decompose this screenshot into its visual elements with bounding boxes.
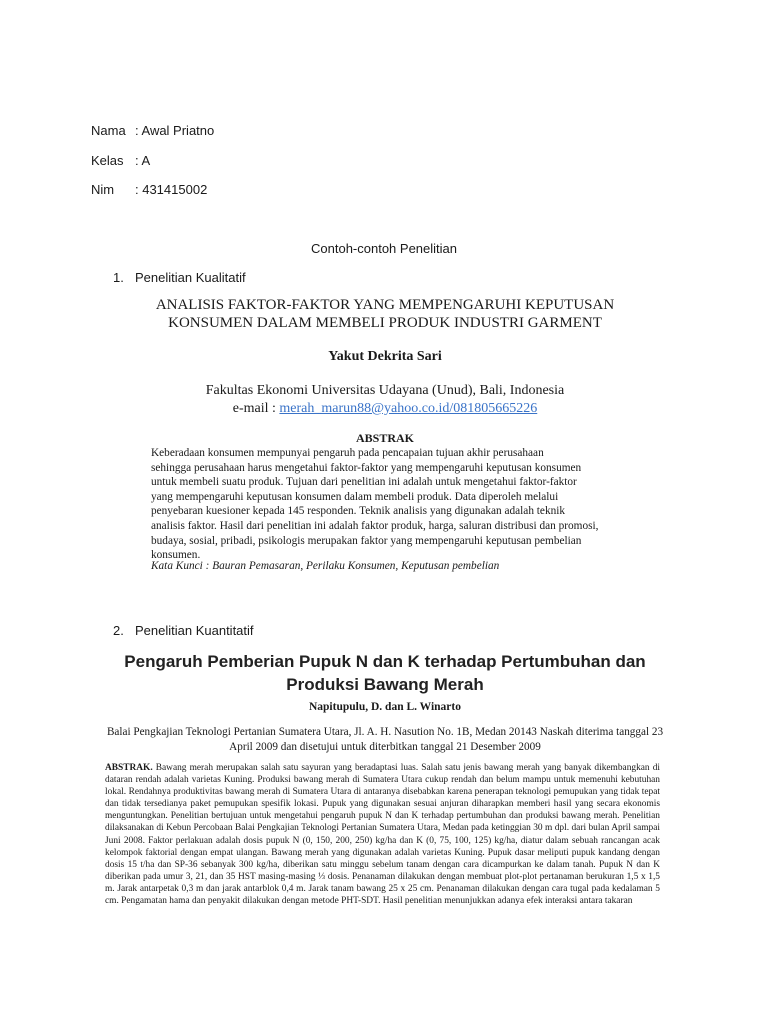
paper1-abstract-line: sehingga perusahaan harus mengetahui faktor-faktor yang mempengaruhi keputusan konsumen — [151, 461, 582, 474]
paper1-abstract-line: yang mempengaruhi keputusan konsumen dalam membeli produk. Data diperoleh melalui — [151, 490, 559, 503]
paper2-abstract-label: ABSTRAK. — [105, 763, 153, 773]
paper1-abstract-heading: ABSTRAK — [355, 431, 414, 445]
paper1-keywords: Kata Kunci : Bauran Pemasaran, Perilaku Konsumen, Keputusan pembelian — [151, 560, 500, 572]
paper1-title — [110, 296, 660, 332]
paper2-abstract — [105, 762, 660, 907]
nim-label: Nim — [91, 182, 115, 197]
paper1-abstract-line: analisis faktor. Hasil dari penelitian ini adalah faktor produk, harga, saluran distribusi dan promosi, — [151, 519, 599, 532]
identity-nim-row — [91, 182, 207, 197]
doc-title: Contoh-contoh Penelitian — [311, 241, 457, 256]
paper1-abstract — [151, 446, 611, 563]
paper1-abstract-line: penyebaran kuesioner kepada 145 responden. Teknik analisis yang digunakan adalah teknik — [151, 505, 566, 518]
class-value: : A — [135, 153, 151, 168]
name-label: Nama — [91, 123, 126, 138]
class-label: Kelas — [91, 153, 124, 168]
section1-heading-text: Penelitian Kualitatif — [135, 270, 246, 285]
paper1-title-line2: KONSUMEN DALAM MEMBELI PRODUK INDUSTRI GARMENT — [168, 315, 602, 331]
section2-heading-text: Penelitian Kuantitatif — [135, 623, 254, 638]
identity-class-row — [91, 153, 150, 168]
section2-heading — [113, 623, 254, 638]
paper2-affiliation — [100, 725, 670, 755]
nim-value: : 431415002 — [135, 182, 208, 197]
paper1-affiliation: Fakultas Ekonomi Universitas Udayana (Unud), Bali, Indonesia — [205, 383, 565, 398]
paper2-abstract-text: Bawang merah merupakan salah satu sayuran yang beradaptasi luas. Salah satu jenis bawang merah yang banyak dikembangkan di dataran rendah adalah varietas Kuning. Produksi bawang merah di Sumatera Utara cukup rendah dan belum mampu untuk memenuhi kebutuhan lokal. Rendahnya produktivitas bawang merah di Sumatera Utara di antaranya disebabkan karena penerapan teknologi pemupukan yang tidak tepat dan tidak tersedianya paket pemupukan spesifik lokasi. Pupuk yang digunakan sesuai anjuran diharapkan memberi hasil yang secara ekonomis menguntungkan. Penelitian bertujuan untuk mengetahui pengaruh pupuk N dan K terhadap pertumbuhan dan produksi bawang merah. Penelitian dilaksanakan di Kebun Percobaan Balai Pengkajian Teknologi Pertanian Sumatera Utara, Medan pada ketinggian 30 m dpl. dari bulan April sampai Juni 2008. Faktor perlakuan adalah dosis pupuk N (0, 150, 200, 250) kg/ha dan K (0, 75, 100, 125) kg/ha, diatur dalam sebuah rancangan acak kelompok faktorial dengan empat ulangan. Bawang merah yang digunakan adalah varietas Kuning. Pupuk dasar meliputi pupuk kandang dengan dosis 15 t/ha dan SP-36 sebanyak 300 kg/ha, diberikan satu minggu sebelum tanam dengan cara dicampurkan ke dalam tanah. Pupuk N dan K diberikan pada umur 3, 21, dan 35 HST masing-masing ⅓ dosis. Penanaman dilakukan dengan membuat plot-plot pertanaman berukuran 1,5 x 1,5 m. Jarak antarpetak 0,3 m dan jarak antarblok 0,4 m. Jarak tanam bawang 25 x 25 cm. Penanaman dilakukan dengan cara tugal pada kedalaman 5 cm. Pengamatan hama dan penyakit dilakukan dengan metode PHT-SDT. Hasil penelitian menunjukkan adanya efek interaksi antara takaran — [105, 763, 660, 907]
paper1-abstract-line: budaya, sosial, pribadi, psikologis merupakan faktor yang mempengaruhi keputusan pembelian — [151, 534, 582, 547]
paper1-abstract-line: untuk membeli suatu produk. Tujuan dari penelitian ini adalah untuk mengetahui faktor-faktor — [151, 476, 577, 489]
paper1-author: Yakut Dekrita Sari — [328, 349, 442, 364]
paper2-title-line1: Pengaruh Pemberian Pupuk N dan K terhadap Pertumbuhan dan — [124, 652, 646, 671]
name-value: : Awal Priatno — [135, 123, 215, 138]
paper2-author: Napitupulu, D. dan L. Winarto — [308, 701, 461, 713]
section2-number: 2. — [113, 623, 124, 638]
paper2-title-line2: Produksi Bawang Merah — [286, 675, 484, 694]
paper1-email-line — [110, 400, 660, 418]
paper1-email-prefix: e-mail : — [232, 401, 280, 416]
section1-heading — [113, 270, 246, 285]
paper1-abstract-line: konsumen. — [151, 549, 201, 562]
section1-number: 1. — [113, 270, 124, 285]
identity-name-row — [91, 123, 214, 138]
paper2-affiliation-line2: April 2009 dan disetujui untuk diterbitkan tanggal 21 Desember 2009 — [229, 741, 541, 753]
paper1-title-line1: ANALISIS FAKTOR-FAKTOR YANG MEMPENGARUHI KEPUTUSAN — [155, 297, 615, 313]
paper1-abstract-line: Keberadaan konsumen mempunyai pengaruh pada pencapaian tujuan akhir perusahaan — [151, 447, 544, 459]
paper1-email-link[interactable]: merah_marun88@yahoo.co.id/081805665226 — [279, 401, 538, 416]
paper2-affiliation-line1: Balai Pengkajian Teknologi Pertanian Sumatera Utara, Jl. A. H. Nasution No. 1B, Medan 20143 Naskah diterima tanggal 23 — [106, 726, 664, 738]
paper1-affiliation-block — [110, 382, 660, 418]
paper2-title — [100, 650, 670, 696]
